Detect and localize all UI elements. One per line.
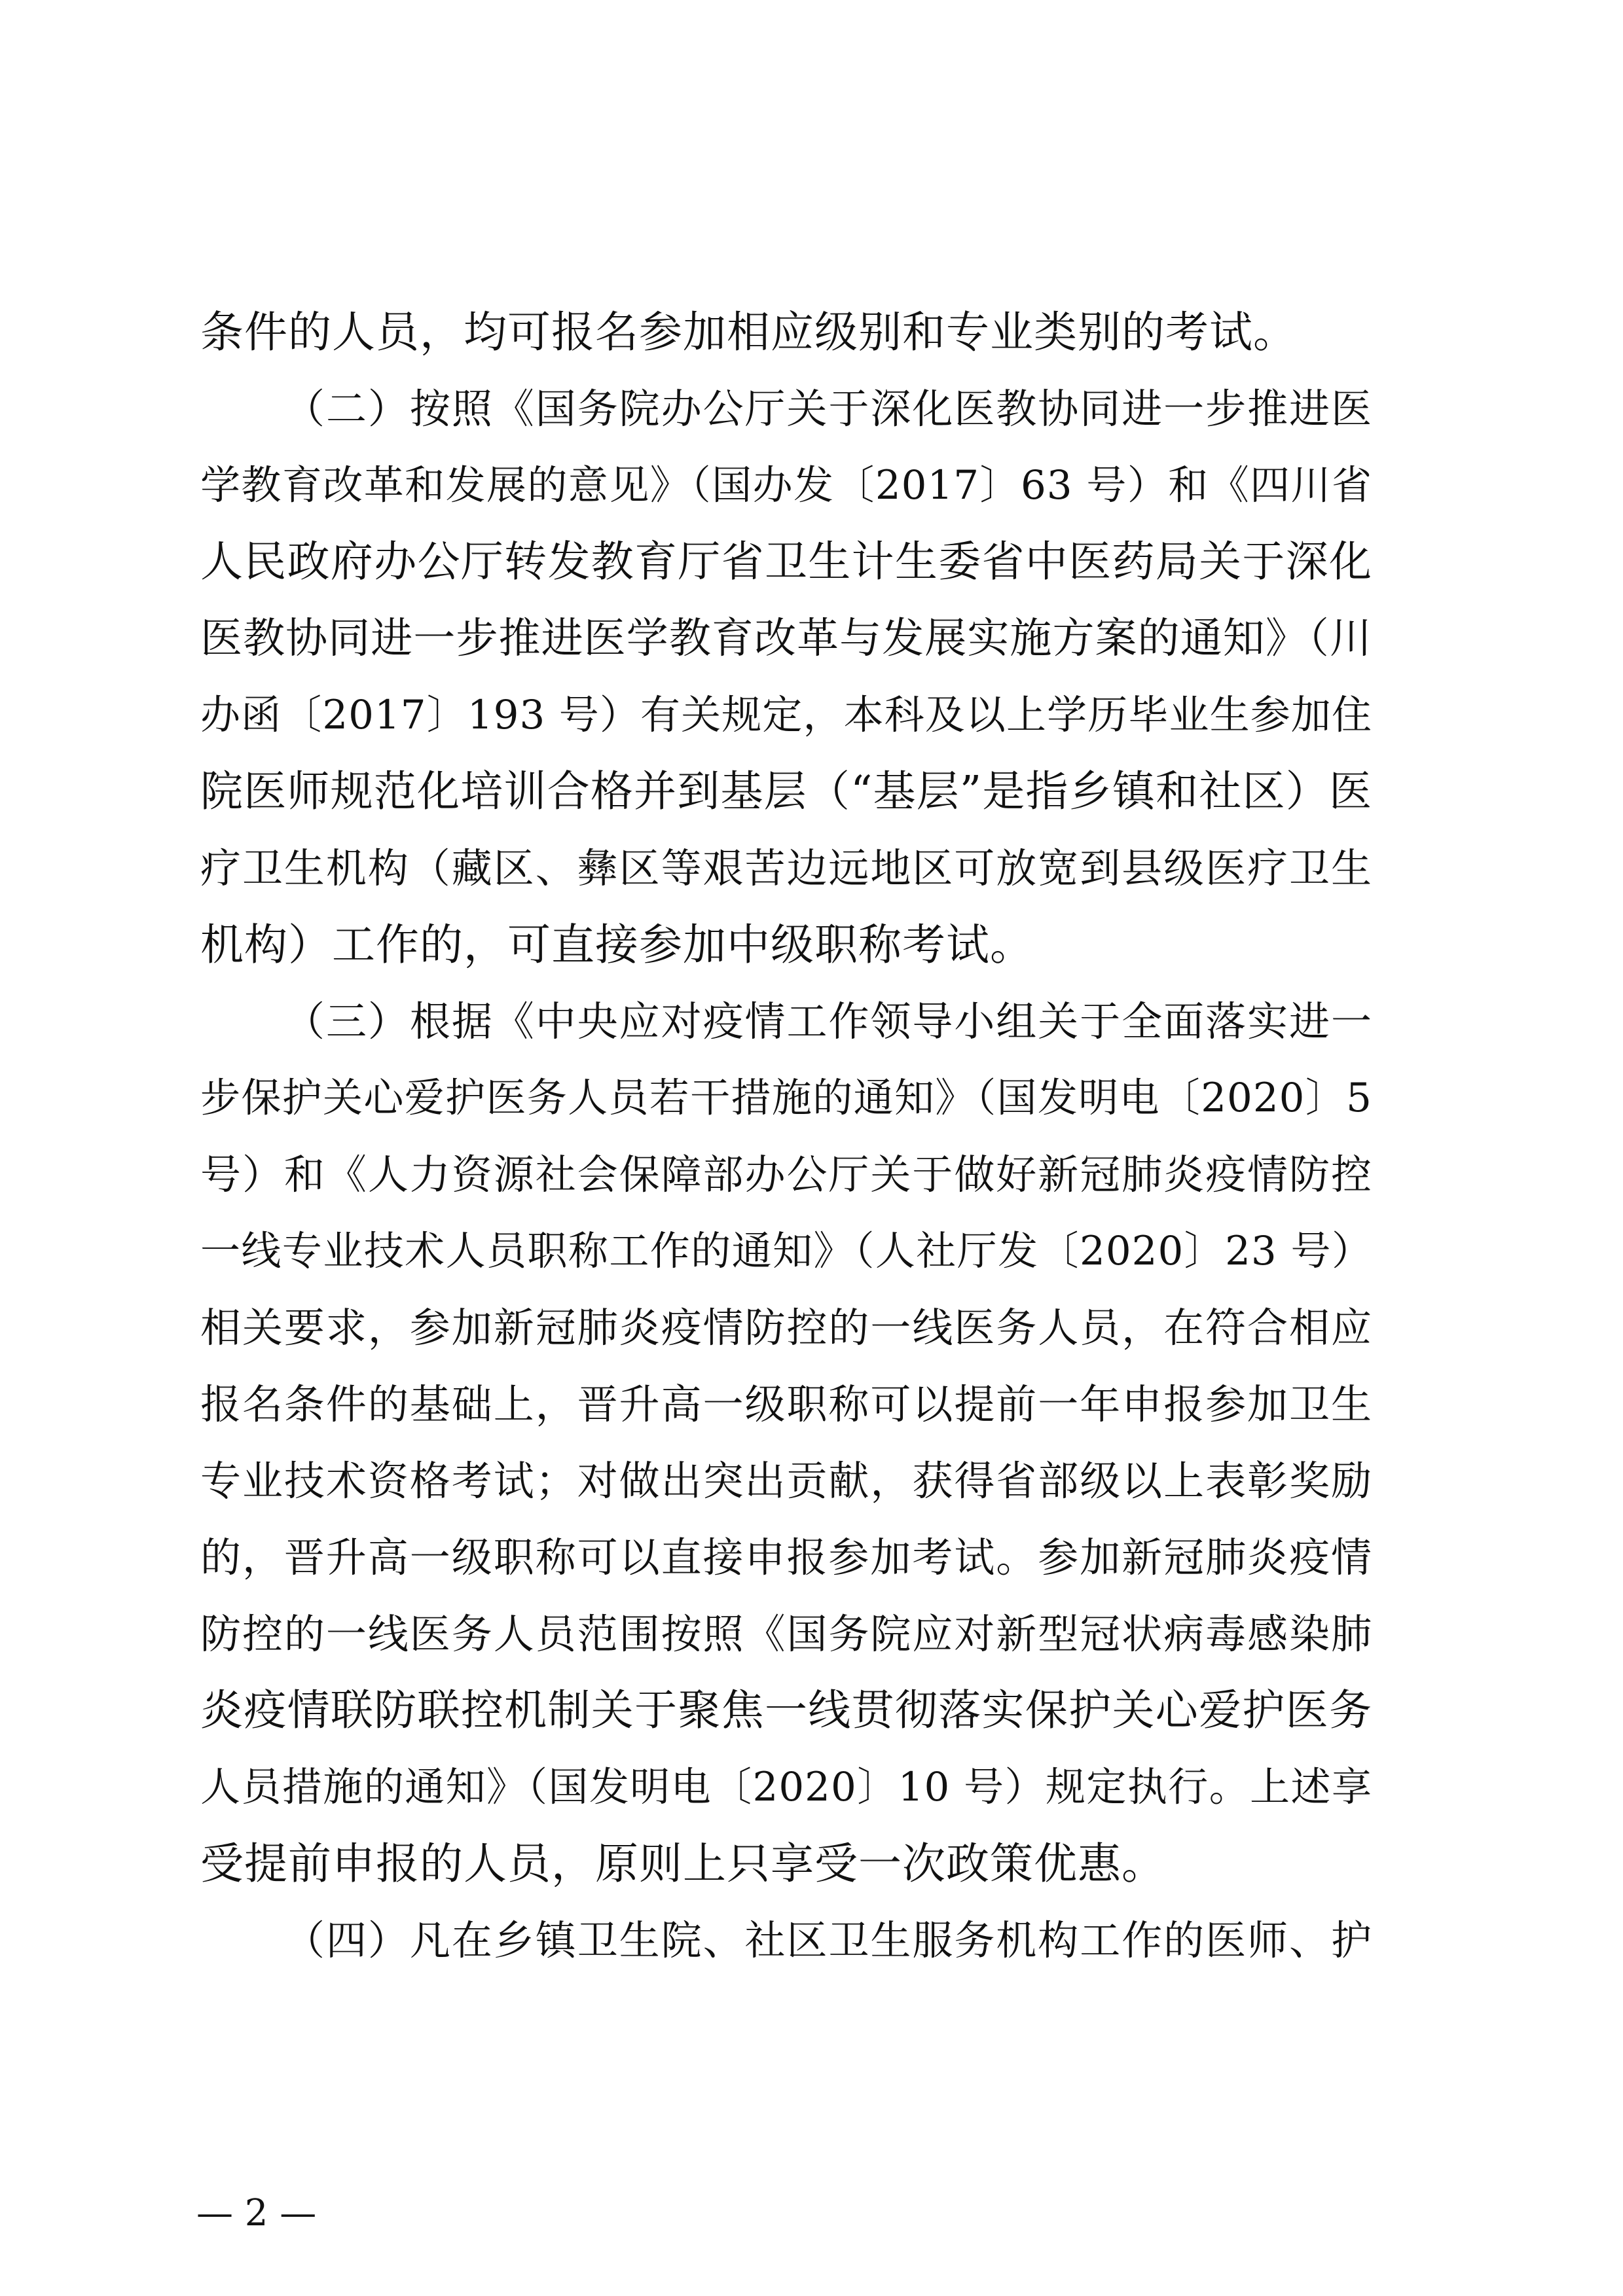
text-line-8: 疗卫生机构（藏区、彝区等艰苦边远地区可放宽到县级医疗卫生 bbox=[200, 844, 1372, 892]
text-line-22: （四）凡在乡镇卫生院、社区卫生服务机构工作的医师、护 bbox=[284, 1916, 1372, 1964]
page-number: — 2 — bbox=[196, 2192, 317, 2234]
text-line-12: 号）和《人力资源社会保障部办公厅关于做好新冠肺炎疫情防控 bbox=[200, 1151, 1372, 1198]
text-line-15: 报名条件的基础上，晋升高一级职称可以提前一年申报参加卫生 bbox=[200, 1380, 1372, 1428]
text-line-13: 一线专业技术人员职称工作的通知》（人社厅发〔2020〕23 号） bbox=[200, 1228, 1372, 1274]
text-line-9: 机构）工作的，可直接参加中级职称考试。 bbox=[200, 920, 1034, 970]
text-line-21: 受提前申报的人员，原则上只享受一次政策优惠。 bbox=[200, 1839, 1165, 1889]
text-line-7: 院医师规范化培训合格并到基层（“基层”是指乡镇和社区）医 bbox=[200, 767, 1372, 816]
text-line-6: 办函〔2017〕193 号）有关规定，本科及以上学历毕业生参加住 bbox=[200, 692, 1372, 738]
text-line-4: 人民政府办公厅转发教育厅省卫生计生委省中医药局关于深化 bbox=[200, 537, 1372, 586]
text-line-19: 炎疫情联防联控机制关于聚焦一线贯彻落实保护关心爱护医务 bbox=[200, 1686, 1372, 1735]
text-line-3: 学教育改革和发展的意见》（国办发〔2017〕63 号）和《四川省 bbox=[200, 462, 1372, 509]
text-line-18: 防控的一线医务人员范围按照《国务院应对新型冠状病毒感染肺 bbox=[200, 1610, 1372, 1658]
text-line-5: 医教协同进一步推进医学教育改革与发展实施方案的通知》（川 bbox=[200, 615, 1372, 663]
text-line-16: 专业技术资格考试；对做出突出贡献，获得省部级以上表彰奖励 bbox=[200, 1457, 1372, 1505]
text-line-17: 的，晋升高一级职称可以直接申报参加考试。参加新冠肺炎疫情 bbox=[200, 1534, 1372, 1581]
text-line-11: 步保护关心爱护医务人员若干措施的通知》（国发明电〔2020〕5 bbox=[200, 1075, 1372, 1121]
text-line-20: 人员措施的通知》（国发明电〔2020〕10 号）规定执行。上述享 bbox=[200, 1764, 1372, 1810]
text-line-2: （二）按照《国务院办公厅关于深化医教协同进一步推进医 bbox=[284, 385, 1372, 433]
text-line-10: （三）根据《中央应对疫情工作领导小组关于全面落实进一 bbox=[284, 997, 1372, 1045]
text-line-14: 相关要求，参加新冠肺炎疫情防控的一线医务人员，在符合相应 bbox=[200, 1304, 1372, 1352]
text-line-1: 条件的人员，均可报名参加相应级别和专业类别的考试。 bbox=[200, 307, 1297, 357]
